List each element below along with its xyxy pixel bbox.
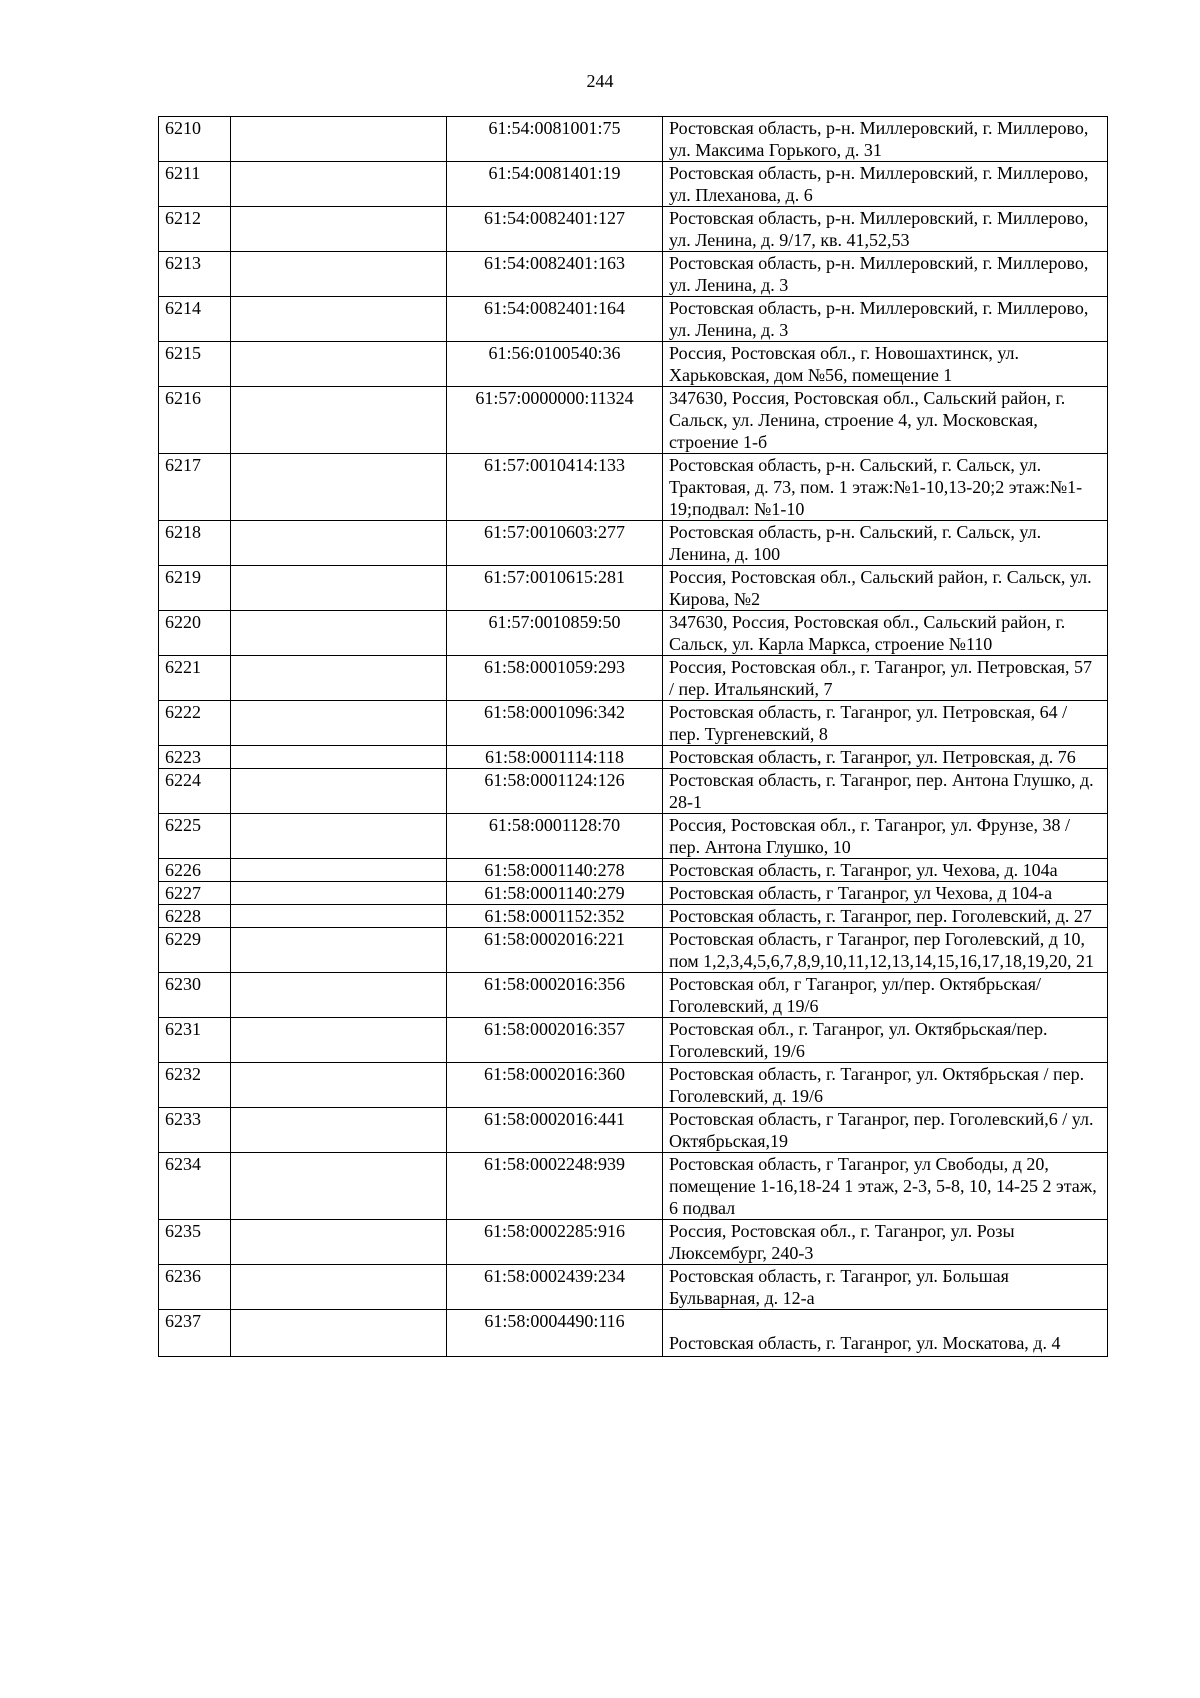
row-number-cell: 6237 [159,1310,231,1357]
table-row [159,701,1108,746]
address-cell: Россия, Ростовская обл., Сальский район, г. Сальск, ул. Кирова, №2 [663,566,1108,611]
empty-cell [231,454,447,521]
cadastral-number-cell: 61:58:0001152:352 [447,905,663,928]
address-cell: Ростовская область, р-н. Миллеровский, г. Миллерово, ул. Максима Горького, д. 31 [663,117,1108,162]
row-number-cell: 6224 [159,769,231,814]
empty-cell [231,769,447,814]
row-number-cell: 6216 [159,387,231,454]
empty-cell [231,814,447,859]
address-cell: Ростовская область, г. Таганрог, ул. Петровская, 64 / пер. Тургеневский, 8 [663,701,1108,746]
table-row [159,252,1108,297]
row-number-cell: 6215 [159,342,231,387]
cadastral-number-cell: 61:57:0010859:50 [447,611,663,656]
table-row [159,207,1108,252]
address-cell: Ростовская область, р-н. Миллеровский, г. Миллерово, ул. Ленина, д. 3 [663,297,1108,342]
address-cell: 347630, Россия, Ростовская обл., Сальский район, г. Сальск, ул. Ленина, строение 4, ул. Московская, строение 1-б [663,387,1108,454]
address-cell: Ростовская область, р-н. Миллеровский, г. Миллерово, ул. Ленина, д. 3 [663,252,1108,297]
row-number-cell: 6235 [159,1220,231,1265]
address-cell: Россия, Ростовская обл., г. Таганрог, ул. Розы Люксембург, 240-3 [663,1220,1108,1265]
row-number-cell: 6217 [159,454,231,521]
address-cell: Ростовская область, г Таганрог, пер. Гоголевский,6 / ул. Октябрьская,19 [663,1108,1108,1153]
table-row [159,905,1108,928]
address-cell: Ростовская область, г Таганрог, пер Гоголевский, д 10, пом 1,2,3,4,5,6,7,8,9,10,11,12,13,14,15,16,17,18,19,20, 21 [663,928,1108,973]
row-number-cell: 6222 [159,701,231,746]
row-number-cell: 6223 [159,746,231,769]
row-number-cell: 6213 [159,252,231,297]
table-row [159,566,1108,611]
row-number-cell: 6232 [159,1063,231,1108]
cadastral-number-cell: 61:58:0001114:118 [447,746,663,769]
address-cell: Ростовская обл, г Таганрог, ул/пер. Октябрьская/Гоголевский, д 19/6 [663,973,1108,1018]
cadastral-number-cell: 61:58:0001124:126 [447,769,663,814]
empty-cell [231,746,447,769]
cadastral-number-cell: 61:58:0001128:70 [447,814,663,859]
empty-cell [231,611,447,656]
address-cell: Ростовская область, г. Таганрог, ул. Октябрьская / пер. Гоголевский, д. 19/6 [663,1063,1108,1108]
empty-cell [231,882,447,905]
cadastral-number-cell: 61:54:0082401:163 [447,252,663,297]
empty-cell [231,1108,447,1153]
table-row [159,769,1108,814]
registry-table [158,116,1108,1357]
page-number: 244 [586,71,614,91]
empty-cell [231,1018,447,1063]
empty-cell [231,521,447,566]
empty-cell [231,207,447,252]
address-cell: Ростовская область, г. Таганрог, ул. Большая Бульварная, д. 12-а [663,1265,1108,1310]
address-cell: Россия, Ростовская обл., г. Таганрог, ул. Фрунзе, 38 / пер. Антона Глушко, 10 [663,814,1108,859]
table-row [159,973,1108,1018]
empty-cell [231,252,447,297]
row-number-cell: 6219 [159,566,231,611]
address-cell: Ростовская обл., г. Таганрог, ул. Октябрьская/пер. Гоголевский, 19/6 [663,1018,1108,1063]
table-row [159,1063,1108,1108]
cadastral-number-cell: 61:57:0010414:133 [447,454,663,521]
empty-cell [231,387,447,454]
empty-cell [231,162,447,207]
table-row [159,814,1108,859]
table-row [159,342,1108,387]
address-cell: Ростовская область, г. Таганрог, пер. Гоголевский, д. 27 [663,905,1108,928]
row-number-cell: 6233 [159,1108,231,1153]
cadastral-number-cell: 61:58:0001140:279 [447,882,663,905]
table-row [159,656,1108,701]
table-row [159,1018,1108,1063]
empty-cell [231,1153,447,1220]
table-row [159,117,1108,162]
empty-cell [231,1220,447,1265]
row-number-cell: 6218 [159,521,231,566]
empty-cell [231,656,447,701]
address-cell: Ростовская область, г. Таганрог, ул. Чехова, д. 104а [663,859,1108,882]
table-row [159,882,1108,905]
empty-cell [231,905,447,928]
empty-cell [231,117,447,162]
address-cell: Ростовская область, г. Таганрог, ул. Москатова, д. 4 [663,1310,1108,1357]
table-row [159,1265,1108,1310]
cadastral-number-cell: 61:57:0010615:281 [447,566,663,611]
cadastral-number-cell: 61:54:0081001:75 [447,117,663,162]
row-number-cell: 6220 [159,611,231,656]
empty-cell [231,859,447,882]
empty-cell [231,1265,447,1310]
row-number-cell: 6230 [159,973,231,1018]
empty-cell [231,1063,447,1108]
table-row [159,297,1108,342]
address-cell: Ростовская область, г. Таганрог, ул. Петровская, д. 76 [663,746,1108,769]
cadastral-number-cell: 61:54:0082401:164 [447,297,663,342]
address-cell: Россия, Ростовская обл., г. Новошахтинск, ул. Харьковская, дом №56, помещение 1 [663,342,1108,387]
cadastral-number-cell: 61:58:0001059:293 [447,656,663,701]
cadastral-number-cell: 61:58:0002016:360 [447,1063,663,1108]
row-number-cell: 6226 [159,859,231,882]
address-cell: Россия, Ростовская обл., г. Таганрог, ул. Петровская, 57 / пер. Итальянский, 7 [663,656,1108,701]
registry-table-body [159,117,1108,1357]
row-number-cell: 6211 [159,162,231,207]
empty-cell [231,342,447,387]
table-row [159,1220,1108,1265]
empty-cell [231,566,447,611]
row-number-cell: 6228 [159,905,231,928]
table-row [159,746,1108,769]
table-row [159,859,1108,882]
cadastral-number-cell: 61:58:0002016:221 [447,928,663,973]
row-number-cell: 6231 [159,1018,231,1063]
table-row [159,1153,1108,1220]
empty-cell [231,1310,447,1357]
row-number-cell: 6229 [159,928,231,973]
cadastral-number-cell: 61:58:0002248:939 [447,1153,663,1220]
address-cell: Ростовская область, г. Таганрог, пер. Антона Глушко, д. 28-1 [663,769,1108,814]
empty-cell [231,297,447,342]
table-row [159,162,1108,207]
cadastral-number-cell: 61:57:0010603:277 [447,521,663,566]
address-cell: Ростовская область, р-н. Миллеровский, г. Миллерово, ул. Ленина, д. 9/17, кв. 41,52,53 [663,207,1108,252]
address-cell: Ростовская область, р-н. Сальский, г. Сальск, ул. Трактовая, д. 73, пом. 1 этаж:№1-10,13-20;2 этаж:№1-19;подвал: №1-10 [663,454,1108,521]
row-number-cell: 6212 [159,207,231,252]
cadastral-number-cell: 61:58:0002016:441 [447,1108,663,1153]
table-row [159,928,1108,973]
cadastral-number-cell: 61:54:0081401:19 [447,162,663,207]
address-cell: 347630, Россия, Ростовская обл., Сальский район, г. Сальск, ул. Карла Маркса, строение №110 [663,611,1108,656]
table-row [159,611,1108,656]
cadastral-number-cell: 61:58:0002016:356 [447,973,663,1018]
address-cell: Ростовская область, р-н. Миллеровский, г. Миллерово, ул. Плеханова, д. 6 [663,162,1108,207]
row-number-cell: 6221 [159,656,231,701]
row-number-cell: 6234 [159,1153,231,1220]
row-number-cell: 6227 [159,882,231,905]
row-number-cell: 6210 [159,117,231,162]
address-cell: Ростовская область, г Таганрог, ул Свободы, д 20, помещение 1-16,18-24 1 этаж, 2-3, 5-8, 10, 14-25 2 этаж, 6 подвал [663,1153,1108,1220]
table-row [159,387,1108,454]
row-number-cell: 6225 [159,814,231,859]
cadastral-number-cell: 61:57:0000000:11324 [447,387,663,454]
empty-cell [231,928,447,973]
cadastral-number-cell: 61:58:0004490:116 [447,1310,663,1357]
address-cell: Ростовская область, р-н. Сальский, г. Сальск, ул. Ленина, д. 100 [663,521,1108,566]
table-row [159,521,1108,566]
cadastral-number-cell: 61:54:0082401:127 [447,207,663,252]
empty-cell [231,973,447,1018]
address-cell: Ростовская область, г Таганрог, ул Чехова, д 104-а [663,882,1108,905]
cadastral-number-cell: 61:58:0001096:342 [447,701,663,746]
table-row [159,454,1108,521]
table-row [159,1108,1108,1153]
cadastral-number-cell: 61:58:0002439:234 [447,1265,663,1310]
cadastral-number-cell: 61:56:0100540:36 [447,342,663,387]
row-number-cell: 6214 [159,297,231,342]
table-row [159,1310,1108,1357]
cadastral-number-cell: 61:58:0002016:357 [447,1018,663,1063]
row-number-cell: 6236 [159,1265,231,1310]
cadastral-number-cell: 61:58:0001140:278 [447,859,663,882]
cadastral-number-cell: 61:58:0002285:916 [447,1220,663,1265]
empty-cell [231,701,447,746]
